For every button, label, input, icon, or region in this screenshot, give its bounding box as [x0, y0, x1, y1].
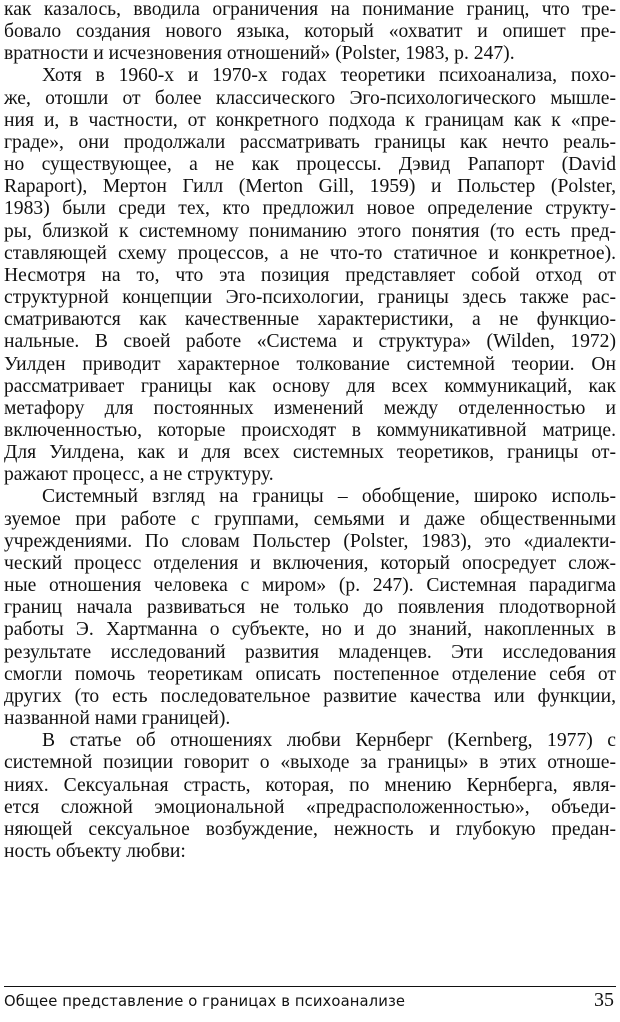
text-line: 1983) были среди тех, кто предложил новое определение структу- — [4, 198, 616, 220]
text-line: ется сложной эмоциональной «предрасположенностью», объеди- — [4, 796, 616, 818]
text-line: смогли помочь теоретикам описать постепенное отделение себя от — [4, 663, 616, 685]
text-line: зуемое при работе с группами, семьями и даже общественными — [4, 508, 616, 530]
page-footer — [4, 986, 616, 1020]
text-line: системной позиции говорит о «выходе за границы» в этих отноше- — [4, 752, 616, 774]
text-line: Несмотря на то, что эта позиция представляет собой отход от — [4, 264, 616, 286]
text-line: других (то есть последовательное развитие качества или функции, — [4, 685, 616, 707]
text-line: границ начала развиваться не только до появления плодотворной — [4, 597, 616, 619]
text-line: результате исследований развития младенцев. Эти исследования — [4, 641, 616, 663]
text-line: включенностью, которые происходят в коммуникативной матрице. — [4, 420, 616, 441]
text-line: ставляющей схему процессов, а не что-то статичное и конкретное). — [4, 242, 616, 264]
text-line: структурной концепции Эго-психологии, границы здесь также рас- — [4, 287, 616, 309]
text-line: ные отношения человека с миром» (p. 247). Системная парадигма — [4, 575, 616, 597]
text-line: В статье об отношениях любви Кернберг (Kernberg, 1977) с — [42, 730, 616, 752]
running-footer-title: Общее представление о границах в психоанализе — [4, 993, 406, 1010]
text-line: сматриваются как качественные характеристики, а не функцио- — [4, 309, 616, 331]
text-line: учреждениями. По словам Польстер (Polster, 1983), это «диалекти- — [4, 530, 616, 552]
text-line: ражают процесс, а не структуру. — [4, 464, 274, 486]
text-line: ниях. Сексуальная страсть, которая, по мнению Кернберга, явля- — [4, 774, 616, 796]
footer-rule — [4, 986, 616, 987]
text-line: бовало создания нового языка, который «охватит и опишет пре- — [4, 21, 616, 43]
text-line: ческий процесс отделения и включения, который опосредует слож- — [4, 552, 616, 574]
text-line: ры, близкой к системному пониманию этого понятия (то есть пред- — [4, 220, 616, 242]
text-line: работы Э. Хартманна о субъекте, но и до знаний, накопленных в — [4, 619, 616, 641]
text-line: Для Уилдена, как и для всех системных теоретиков, границы от- — [4, 442, 616, 464]
text-line: как казалось, вводила ограничения на понимание границ, что тре- — [4, 0, 616, 20]
text-line: граде», они продолжали рассматривать границы как нечто реаль- — [4, 131, 616, 153]
text-line: названной нами границей). — [4, 708, 231, 730]
text-line: ния и, в частности, от конкретного подхода к границам как к «пре- — [4, 109, 616, 131]
text-line: метафору для постоянных изменений между отделенностью и — [4, 397, 616, 419]
text-line: Rapaport), Мертон Гилл (Merton Gill, 1959) и Польстер (Polster, — [4, 176, 616, 198]
text-line: вратности и исчезновения отношений» (Polster, 1983, p. 247). — [4, 43, 515, 65]
text-line: Системный взгляд на границы – обобщение, широко исполь- — [42, 486, 616, 508]
text-line: Уилден приводит характерное толкование системной теории. Он — [4, 353, 616, 375]
page-number: 35 — [594, 989, 614, 1011]
text-line: же, отошли от более классического Эго-психологического мышле- — [4, 87, 616, 109]
body-text — [4, 0, 616, 860]
text-line: няющей сексуальное возбуждение, нежность и глубокую предан- — [4, 818, 616, 840]
text-line: нальные. В своей работе «Система и структура» (Wilden, 1972) — [4, 331, 616, 353]
text-line: но существующее, а не как процессы. Дэвид Рапапорт (David — [4, 154, 616, 176]
text-line: рассматривает границы как основу для всех коммуникаций, как — [4, 375, 616, 397]
text-line: Хотя в 1960-х и 1970-х годах теоретики психоанализа, похо- — [42, 65, 616, 87]
text-line: ность объекту любви: — [4, 841, 186, 862]
